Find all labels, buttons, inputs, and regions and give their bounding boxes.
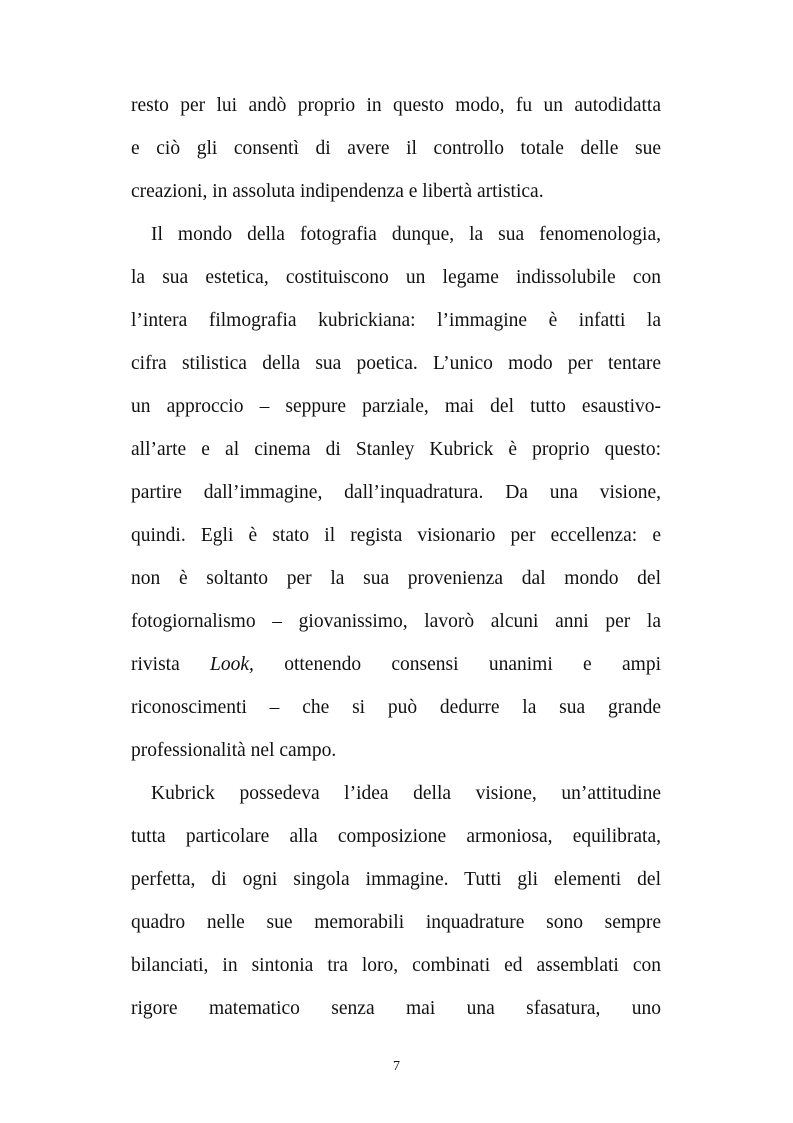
text-line-with-italic xyxy=(131,643,661,686)
text-segment: rivista xyxy=(131,654,211,675)
text-line: quadro nelle sue memorabili inquadrature sono sempre xyxy=(131,912,661,933)
text-line: cifra stilistica della sua poetica. L’unico modo per tentare xyxy=(131,353,661,374)
text-line: tutta particolare alla composizione armoniosa, equilibrata, xyxy=(131,826,661,847)
text-line: all’arte e al cinema di Stanley Kubrick è proprio questo: xyxy=(131,439,661,460)
text-line: resto per lui andò proprio in questo modo, fu un autodidatta xyxy=(131,95,661,116)
text-line: non è soltanto per la sua provenienza dal mondo del xyxy=(131,568,661,589)
page-number: 7 xyxy=(393,1059,400,1074)
text-segment: ottenendo consensi unanimi e ampi xyxy=(253,654,661,675)
text-line: fotogiornalismo – giovanissimo, lavorò alcuni anni per la xyxy=(131,611,661,632)
text-line: riconoscimenti – che si può dedurre la sua grande xyxy=(131,697,661,718)
text-line: Il mondo della fotografia dunque, la sua fenomenologia, xyxy=(151,224,661,245)
text-line: professionalità nel campo. xyxy=(131,740,337,761)
text-line: bilanciati, in sintonia tra loro, combinati ed assemblati con xyxy=(131,955,661,976)
text-line: perfetta, di ogni singola immagine. Tutti gli elementi del xyxy=(131,869,661,890)
italic-title: Look, xyxy=(210,654,254,675)
text-line: creazioni, in assoluta indipendenza e libertà artistica. xyxy=(131,181,544,202)
text-line: Kubrick possedeva l’idea della visione, un’attitudine xyxy=(151,783,661,804)
text-line: e ciò gli consentì di avere il controllo totale delle sue xyxy=(131,138,661,159)
text-line: partire dall’immagine, dall’inquadratura. Da una visione, xyxy=(131,482,661,503)
text-line: un approccio – seppure parziale, mai del tutto esaustivo- xyxy=(131,396,661,417)
text-line: quindi. Egli è stato il regista visionario per eccellenza: e xyxy=(131,525,661,546)
text-line: rigore matematico senza mai una sfasatura, uno xyxy=(131,998,661,1019)
text-line: la sua estetica, costituiscono un legame indissolubile con xyxy=(131,267,661,288)
text-line: l’intera filmografia kubrickiana: l’immagine è infatti la xyxy=(131,310,661,331)
